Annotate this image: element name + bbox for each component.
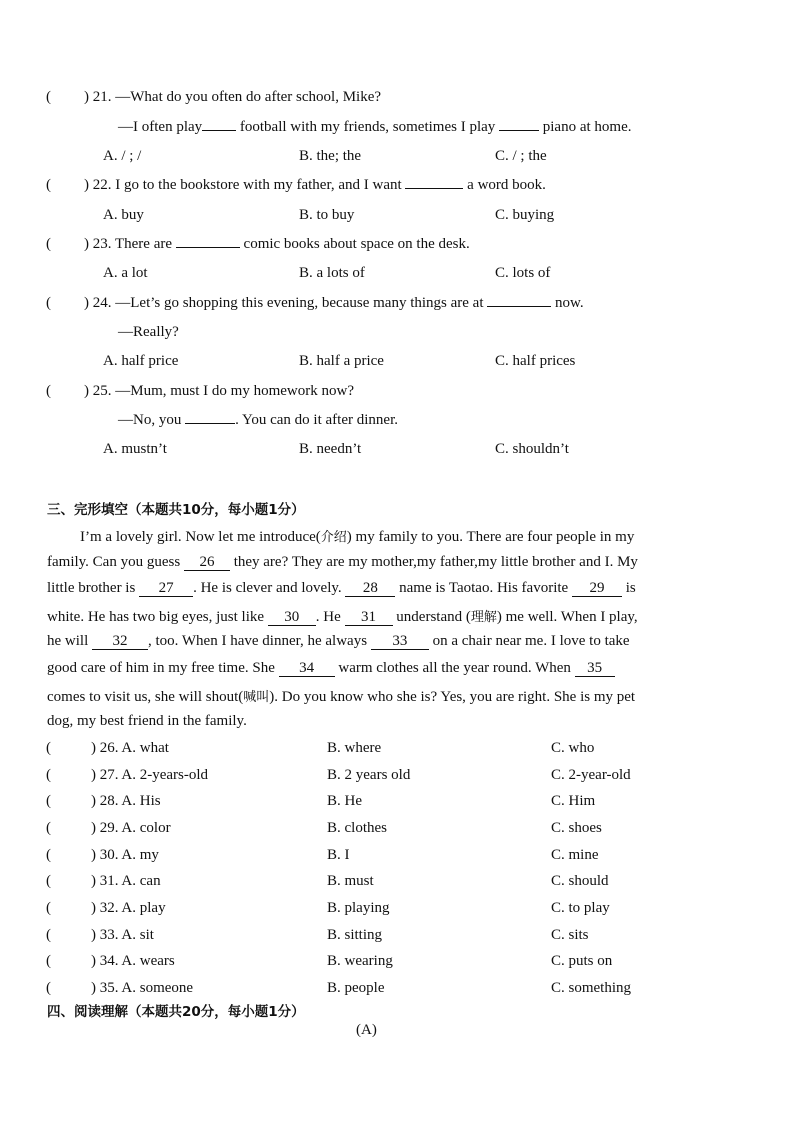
option-b: B. 2 years old bbox=[327, 767, 411, 783]
answer-bracket: ( bbox=[46, 383, 51, 399]
cloze-blank-27: 27 bbox=[139, 581, 193, 597]
question-number: ) 21. bbox=[84, 89, 112, 105]
cloze-blank-35: 35 bbox=[575, 661, 615, 677]
cloze-blank-34: 34 bbox=[279, 661, 335, 677]
option-a: ) 31. A. can bbox=[91, 873, 161, 889]
option-b: B. half a price bbox=[299, 353, 384, 369]
option-b: B. He bbox=[327, 793, 362, 809]
option-b: B. wearing bbox=[327, 953, 393, 969]
answer-bracket: ( bbox=[46, 820, 51, 836]
option-c: C. something bbox=[551, 980, 632, 996]
option-a: ) 33. A. sit bbox=[91, 927, 154, 943]
option-b: B. sitting bbox=[327, 927, 383, 943]
section3-heading: 三、完形填空（本题共10分，每小题1分） bbox=[47, 502, 305, 518]
option-b: B. to buy bbox=[299, 207, 355, 223]
cloze-blank-31: 31 bbox=[345, 610, 393, 626]
option-c: C. Him bbox=[551, 793, 596, 809]
answer-bracket: ( bbox=[46, 953, 51, 969]
option-b: B. a lots of bbox=[299, 265, 365, 281]
question-line2: —Really? bbox=[118, 324, 179, 340]
answer-bracket: ( bbox=[46, 793, 51, 809]
answer-bracket: ( bbox=[46, 89, 51, 105]
passage-line: comes to visit us, she will shout(喊叫). Do you know who she is? Yes, you are right. She is my pet bbox=[47, 689, 636, 705]
option-c: C. shouldn’t bbox=[495, 441, 569, 457]
passage-line: good care of him in my free time. She 34 warm clothes all the year round. When 35 bbox=[47, 660, 690, 677]
option-a: A. a lot bbox=[103, 265, 148, 281]
option-a: A. mustn’t bbox=[103, 441, 167, 457]
cloze-blank-30: 30 bbox=[268, 610, 316, 626]
answer-blank bbox=[499, 130, 539, 131]
option-b: B. I bbox=[327, 847, 350, 863]
option-a: A. / ; / bbox=[103, 148, 142, 164]
answer-bracket: ( bbox=[46, 236, 51, 252]
answer-bracket: ( bbox=[46, 767, 51, 783]
option-b: B. people bbox=[327, 980, 385, 996]
answer-bracket: ( bbox=[46, 847, 51, 863]
answer-bracket: ( bbox=[46, 295, 51, 311]
passage-line: he will 32 , too. When I have dinner, he always 33 on a chair near me. I love to take bbox=[47, 633, 630, 649]
option-a: A. half price bbox=[103, 353, 179, 369]
reading-part-label: (A) bbox=[356, 1022, 377, 1038]
answer-bracket: ( bbox=[46, 740, 51, 756]
option-a: ) 28. A. His bbox=[91, 793, 161, 809]
option-a: ) 35. A. someone bbox=[91, 980, 194, 996]
option-c: C. buying bbox=[495, 207, 555, 223]
passage-line: little brother is 27 . He is clever and lovely. 28 name is Taotao. His favorite 29 is bbox=[47, 580, 636, 596]
answer-bracket: ( bbox=[46, 873, 51, 889]
option-b: B. playing bbox=[327, 900, 390, 916]
question-number: ) 22. bbox=[84, 177, 112, 193]
option-b: B. needn’t bbox=[299, 441, 362, 457]
passage-line: dog, my best friend in the family. bbox=[47, 713, 247, 729]
option-c: C. to play bbox=[551, 900, 610, 916]
answer-blank bbox=[405, 188, 463, 189]
answer-bracket: ( bbox=[46, 927, 51, 943]
passage-line: family. Can you guess 26 they are? They are my mother,my father,my little brother and I. My bbox=[47, 554, 638, 570]
option-a: ) 29. A. color bbox=[91, 820, 171, 836]
passage-line: I’m a lovely girl. Now let me introduce(介绍) my family to you. There are four people in my bbox=[80, 529, 635, 545]
passage-line: white. He has two big eyes, just like 30 . He 31 understand (理解) me well. When I play, bbox=[47, 609, 638, 625]
answer-blank bbox=[487, 306, 551, 307]
section4-heading: 四、阅读理解（本题共20分，每小题1分） bbox=[47, 1004, 305, 1020]
cloze-blank-33: 33 bbox=[371, 634, 429, 650]
option-c: C. puts on bbox=[551, 953, 613, 969]
question-line2: —I often play football with my friends, sometimes I play piano at home. bbox=[118, 119, 632, 135]
answer-blank bbox=[202, 130, 236, 131]
option-a: A. buy bbox=[103, 207, 144, 223]
question-number: ) 24. bbox=[84, 295, 112, 311]
cloze-blank-28: 28 bbox=[345, 581, 395, 597]
answer-bracket: ( bbox=[46, 900, 51, 916]
answer-blank bbox=[185, 423, 235, 424]
option-a: ) 30. A. my bbox=[91, 847, 159, 863]
option-c: C. shoes bbox=[551, 820, 602, 836]
option-b: B. must bbox=[327, 873, 374, 889]
answer-bracket: ( bbox=[46, 980, 51, 996]
option-a: ) 27. A. 2-years-old bbox=[91, 767, 209, 783]
cloze-blank-26: 26 bbox=[184, 555, 230, 571]
answer-blank bbox=[176, 247, 240, 248]
option-c: C. 2-year-old bbox=[551, 767, 631, 783]
option-a: ) 32. A. play bbox=[91, 900, 166, 916]
option-c: C. who bbox=[551, 740, 595, 756]
option-b: B. the; the bbox=[299, 148, 362, 164]
option-b: B. where bbox=[327, 740, 382, 756]
option-c: C. half prices bbox=[495, 353, 576, 369]
option-c: C. / ; the bbox=[495, 148, 547, 164]
option-c: C. lots of bbox=[495, 265, 551, 281]
question-stem: —What do you often do after school, Mike? bbox=[115, 89, 382, 105]
option-c: C. mine bbox=[551, 847, 599, 863]
question-line2: —No, you . You can do it after dinner. bbox=[118, 412, 398, 428]
answer-bracket: ( bbox=[46, 177, 51, 193]
cloze-blank-29: 29 bbox=[572, 581, 622, 597]
question-number: ) 23. bbox=[84, 236, 112, 252]
option-a: ) 34. A. wears bbox=[91, 953, 175, 969]
cloze-blank-32: 32 bbox=[92, 634, 148, 650]
question-number: ) 25. bbox=[84, 383, 112, 399]
option-b: B. clothes bbox=[327, 820, 387, 836]
option-c: C. sits bbox=[551, 927, 589, 943]
option-a: ) 26. A. what bbox=[91, 740, 169, 756]
option-c: C. should bbox=[551, 873, 609, 889]
